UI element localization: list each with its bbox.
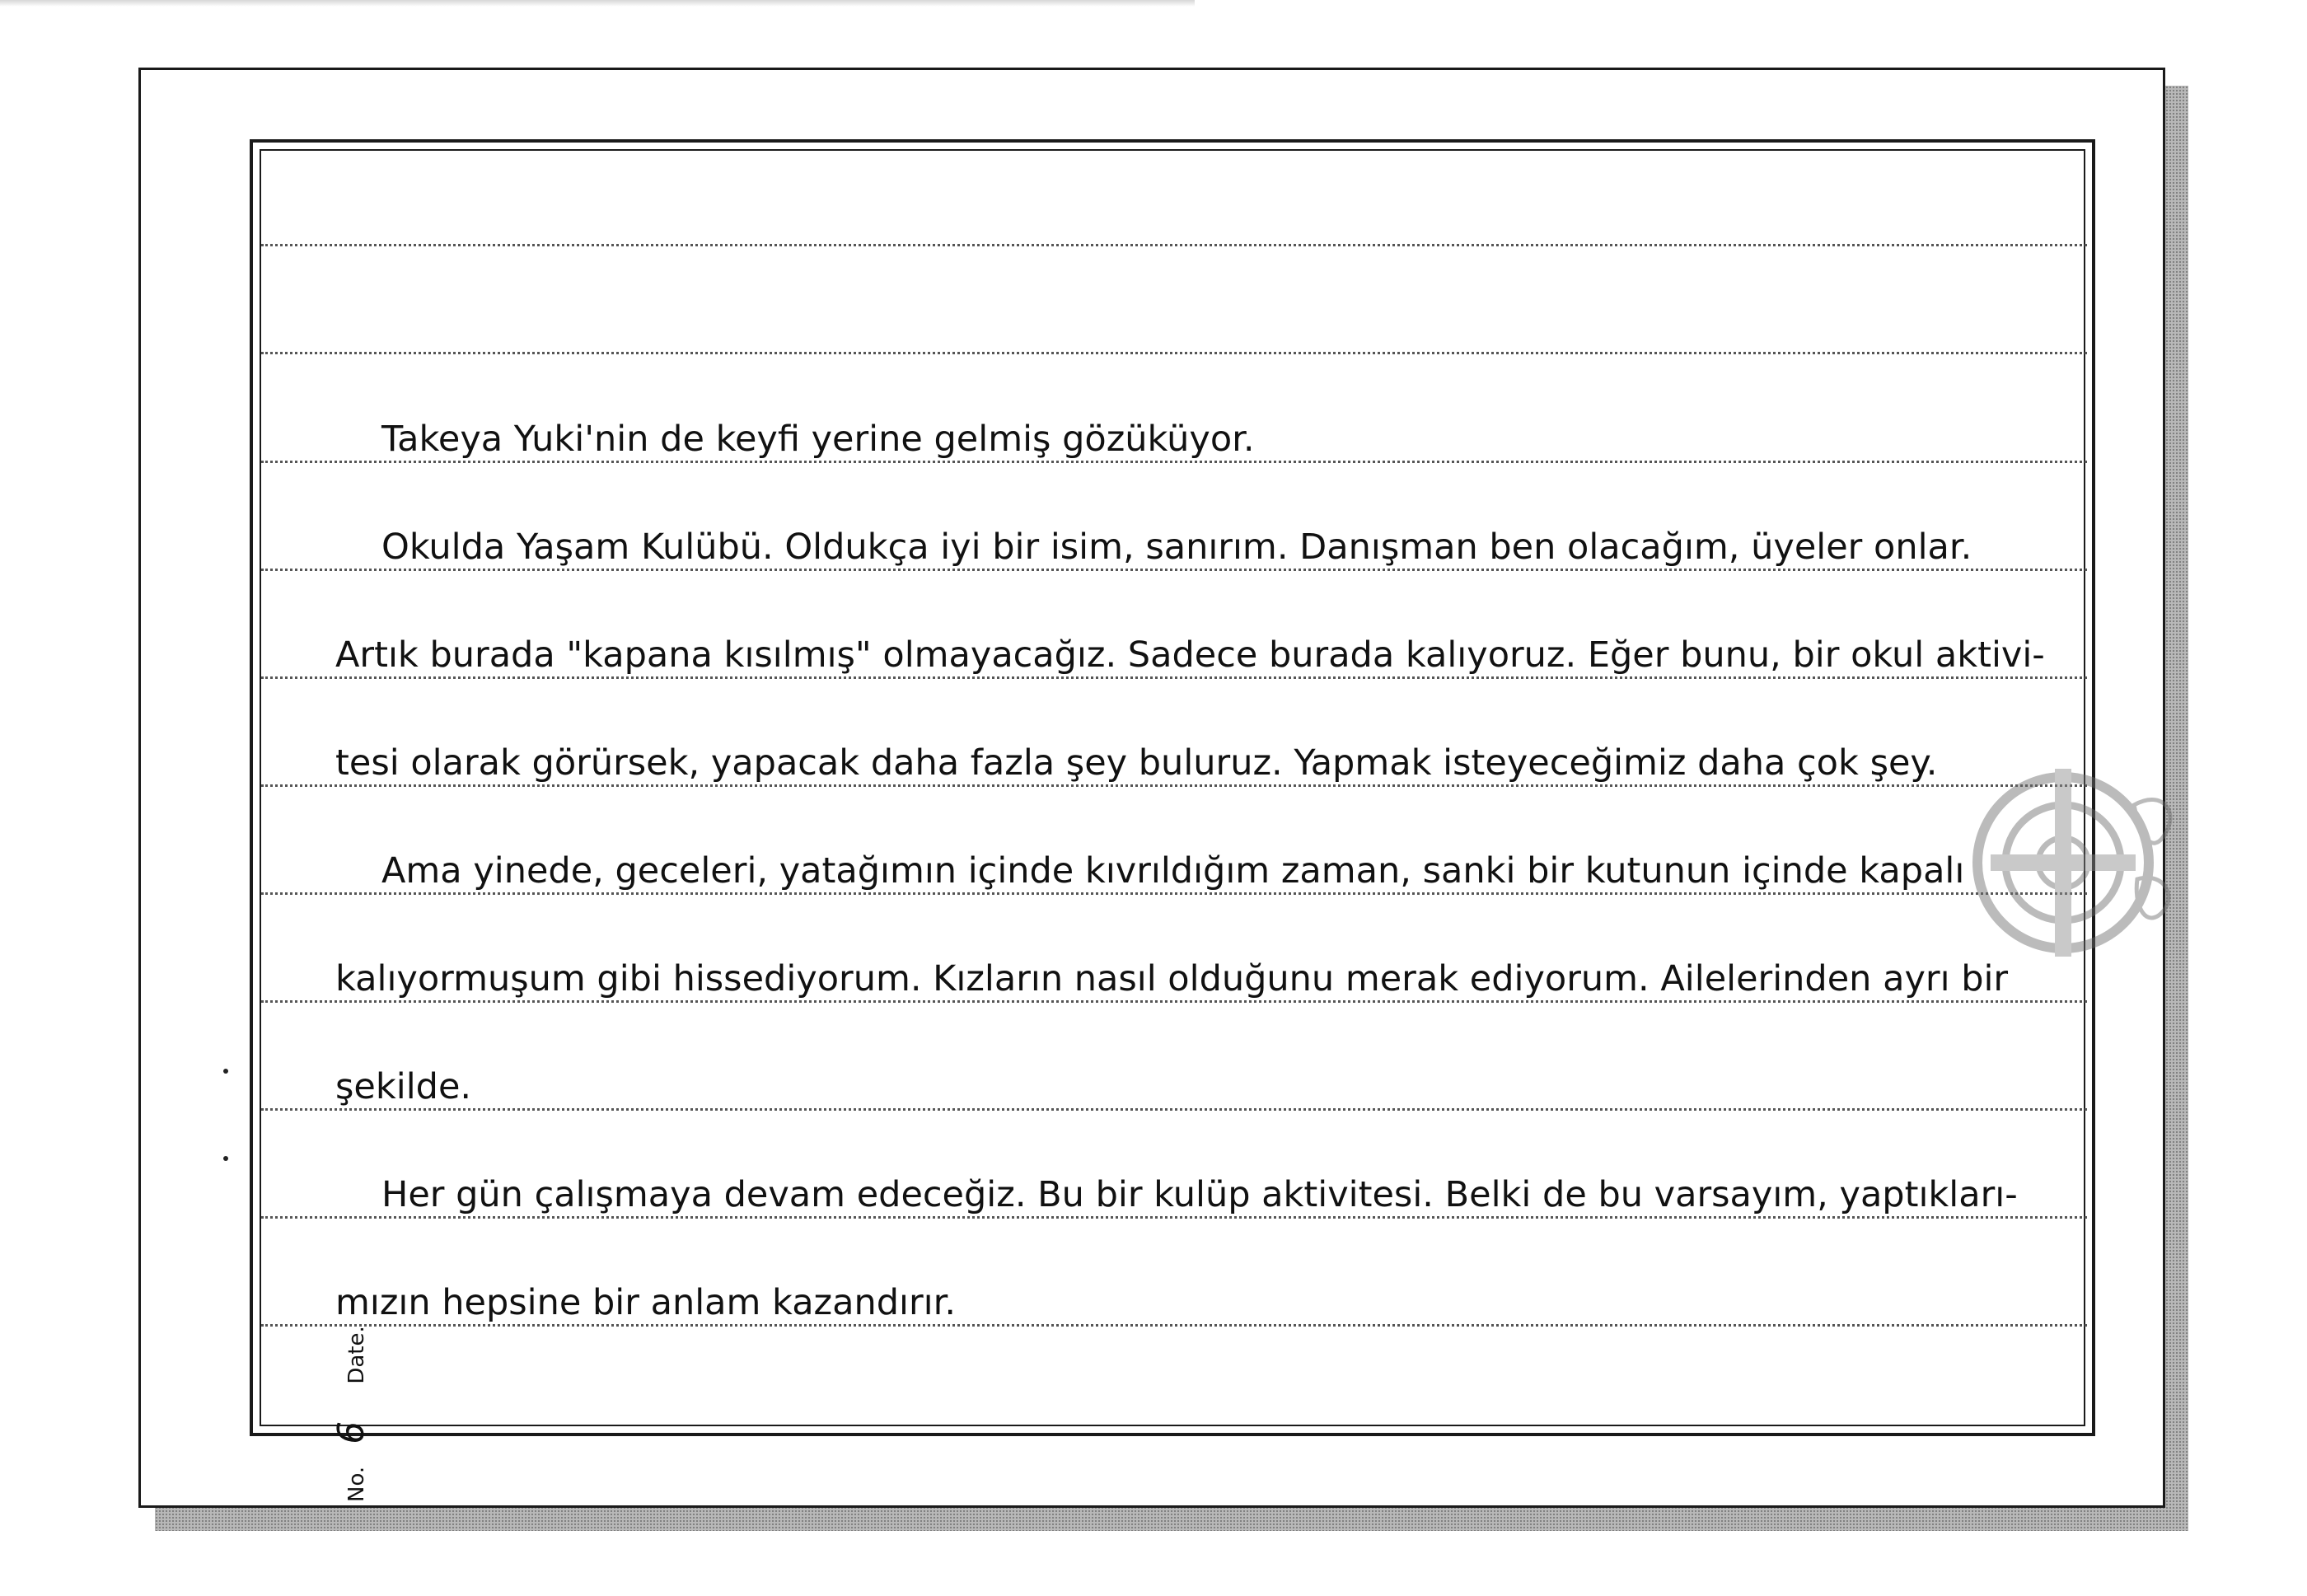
ruled-line — [261, 569, 2087, 571]
text-line: şekilde. — [335, 1066, 472, 1107]
text-line: Okulda Yaşam Kulübü. Oldukça iyi bir isim, sanırım. Danışman ben olacağım, üyeler onlar. — [381, 527, 1972, 568]
ruled-line — [261, 352, 2087, 354]
text-line: Takeya Yuki'nin de keyfi yerine gelmiş gözüküyor. — [381, 419, 1255, 460]
page-number-and-date — [330, 1326, 372, 1502]
scan-edge-smudge — [0, 0, 1195, 7]
date-label: Date. — [344, 1326, 369, 1384]
ruled-line — [261, 676, 2087, 679]
no-label: No. — [344, 1466, 369, 1502]
school-emblem-stamp — [1958, 739, 2188, 970]
ruled-line — [261, 892, 2087, 895]
text-line: mızın hepsine bir anlam kazandırır. — [335, 1282, 956, 1323]
text-line: kalıyormuşum gibi hissediyorum. Kızların nasıl olduğunu merak ediyorum. Ailelerinden ayrı bir — [335, 958, 2009, 999]
text-line: tesi olarak görürsek, yapacak daha fazla şey buluruz. Yapmak isteyeceğimiz daha çok şey. — [335, 742, 1938, 784]
ruled-line — [261, 1108, 2087, 1111]
page-number: 6 — [330, 1420, 372, 1444]
ruled-line — [261, 461, 2087, 463]
emblem-leaf — [2134, 800, 2170, 844]
text-line: Artık burada "kapana kısılmış" olmayacağız. Sadece burada kalıyoruz. Eğer bunu, bir okul aktivi- — [335, 634, 2045, 676]
text-line: Her gün çalışmaya devam edeceğiz. Bu bir kulüp aktivitesi. Belki de bu varsayım, yaptıkları- — [381, 1174, 2018, 1215]
date-dot — [223, 1156, 228, 1161]
ruled-line — [261, 244, 2087, 246]
text-line: Ama yinede, geceleri, yatağımın içinde kıvrıldığım zaman, sanki bir kutunun içinde kapalı — [381, 850, 1965, 892]
ruled-line — [261, 1000, 2087, 1003]
writing-frame — [250, 139, 2095, 1436]
writing-frame-inner — [260, 149, 2085, 1426]
date-dot — [223, 1069, 228, 1074]
ruled-line — [261, 784, 2087, 787]
ruled-line — [261, 1216, 2087, 1219]
emblem-post — [2055, 769, 2071, 957]
notebook-page — [138, 68, 2165, 1508]
ruled-line — [261, 1324, 2087, 1327]
